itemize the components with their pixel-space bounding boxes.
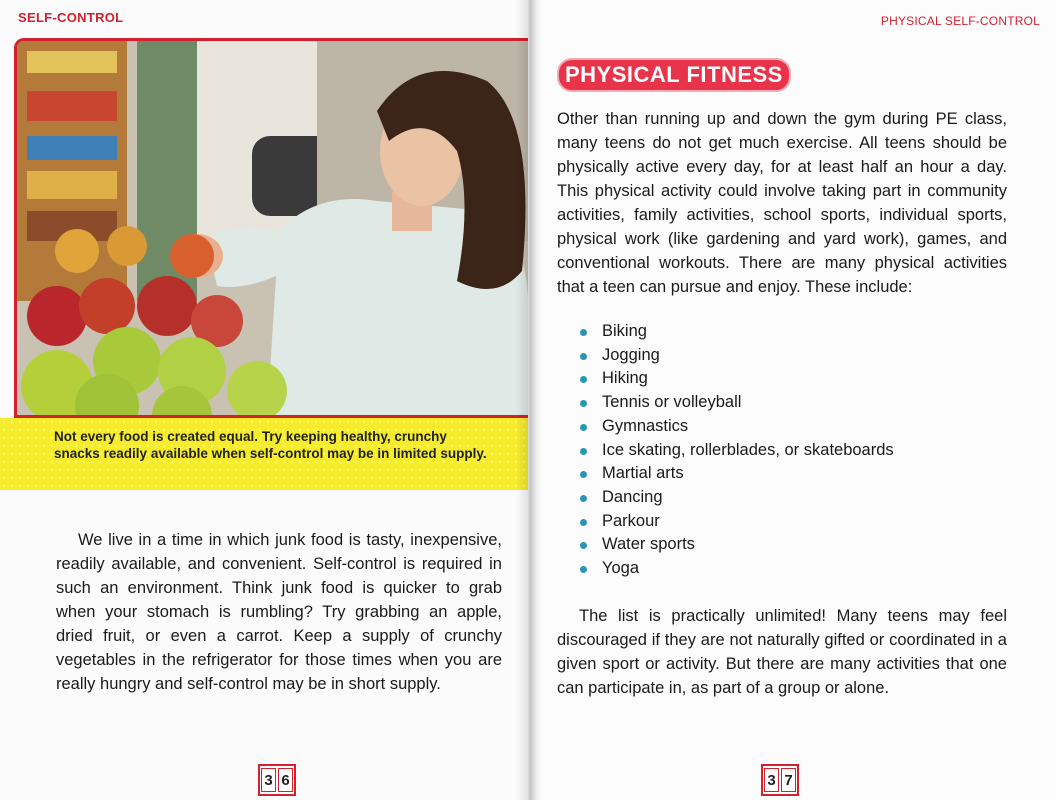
bullet-icon	[580, 329, 587, 336]
list-item: Hiking	[580, 367, 1000, 391]
intro-paragraph: Other than running up and down the gym during PE class, many teens do not get much exercise. All teens should be physically active every day, for at least half an hour a day. This physical activity could involve taking part in community activities, family activities, school sports, individual sports, physical work (like gardening and yard work), games, and conventional workouts. There are many physical activities that a teen can pursue and enjoy. These include:	[557, 110, 1007, 296]
list-item: Yoga	[580, 557, 1000, 581]
activity-list	[580, 320, 1000, 581]
section-heading: PHYSICAL FITNESS	[557, 58, 791, 92]
list-item: Gymnastics	[580, 415, 1000, 439]
right-intro-text	[557, 107, 1007, 299]
list-item: Water sports	[580, 533, 1000, 557]
bullet-icon	[580, 448, 587, 455]
closing-paragraph: The list is practically unlimited! Many teens may feel discouraged if they are not naturally gifted or coordinated in a given sport or activity. But there are many activities that one can participate in, as part of a group or alone.	[557, 607, 1007, 697]
left-body-text	[56, 528, 502, 696]
running-head-left: SELF-CONTROL	[18, 10, 124, 25]
running-head-right: PHYSICAL SELF-CONTROL	[880, 14, 1040, 28]
photo-woman-choosing-fruit	[14, 38, 528, 418]
page-digit: 3	[261, 768, 276, 792]
bullet-icon	[580, 471, 587, 478]
page-number-left	[258, 764, 296, 796]
list-item: Ice skating, rollerblades, or skateboards	[580, 439, 1000, 463]
list-item: Biking	[580, 320, 1000, 344]
bullet-icon	[580, 519, 587, 526]
page-digit: 7	[781, 768, 796, 792]
photo-caption: Not every food is created equal. Try keeping healthy, crunchy snacks readily available when self-control may be in limited supply.	[54, 429, 487, 461]
bullet-icon	[580, 400, 587, 407]
bullet-icon	[580, 376, 587, 383]
bullet-icon	[580, 353, 587, 360]
right-closing-text	[557, 604, 1007, 700]
bullet-icon	[580, 424, 587, 431]
list-item: Parkour	[580, 510, 1000, 534]
page-number-right	[761, 764, 799, 796]
bullet-icon	[580, 495, 587, 502]
list-item: Jogging	[580, 344, 1000, 368]
bullet-icon	[580, 542, 587, 549]
page-digit: 6	[278, 768, 293, 792]
left-paragraph: We live in a time in which junk food is tasty, inexpensive, readily available, and convenient. Self-control is required in such an environment. Think junk food is quicker to grab when your stomach is rumbling? Try grabbing an apple, dried fruit, or even a carrot. Keep a supply of crunchy vegetables in the refrigerator for those times when you are really hungry and self-control may be in short supply.	[56, 531, 502, 693]
list-item: Dancing	[580, 486, 1000, 510]
list-item: Martial arts	[580, 462, 1000, 486]
page-digit: 3	[764, 768, 779, 792]
list-item: Tennis or volleyball	[580, 391, 1000, 415]
bullet-icon	[580, 566, 587, 573]
